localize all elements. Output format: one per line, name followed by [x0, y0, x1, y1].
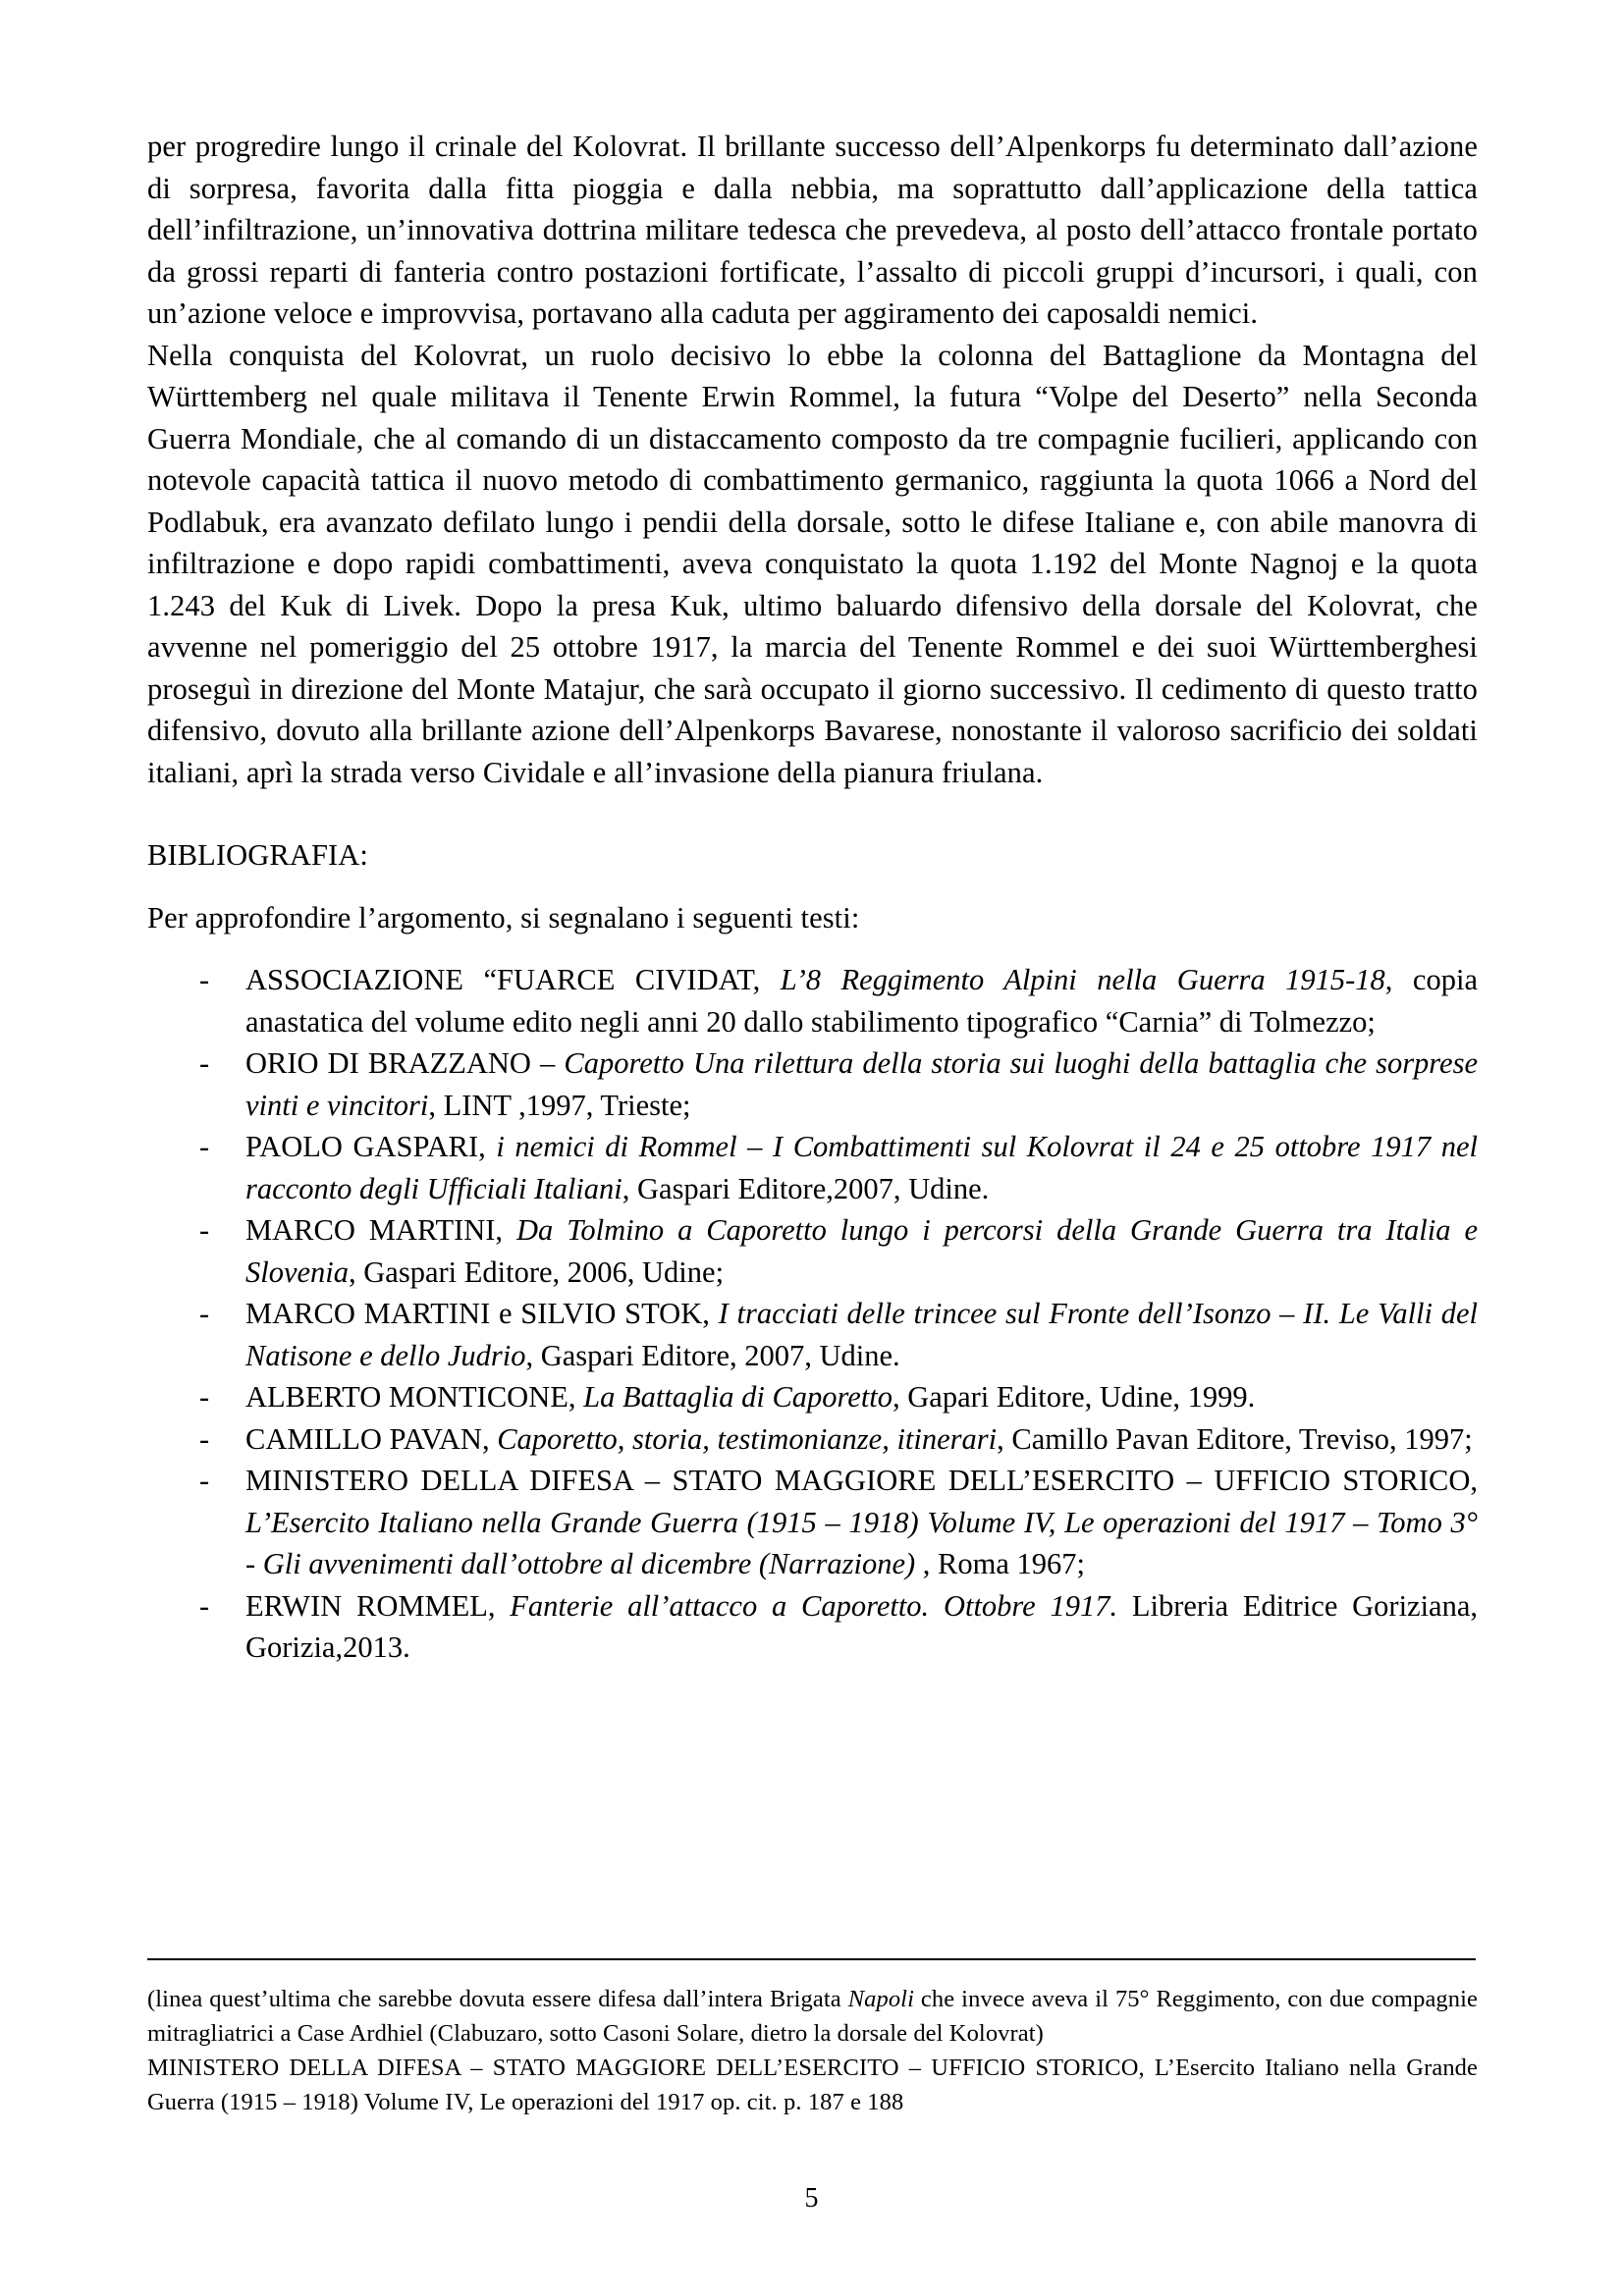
- bibliography-item: [147, 1209, 1478, 1293]
- bibliography-item: [147, 959, 1478, 1042]
- text-run: PAOLO GASPARI,: [245, 1130, 497, 1163]
- italic-run: Napoli: [847, 1986, 914, 2012]
- text-run: , Roma 1967;: [915, 1547, 1085, 1580]
- italic-run: La Battaglia di Caporetto: [583, 1380, 893, 1414]
- text-run: , Gaspari Editore,2007, Udine.: [622, 1171, 990, 1205]
- text-run: , copia anastatica del volume edito negli anni 20 dallo stabilimento tipografico “Carnia” di Tolmezzo;: [245, 963, 1478, 1039]
- text-run: MARCO MARTINI e SILVIO STOK,: [245, 1297, 719, 1330]
- bibliography-item: [147, 1293, 1478, 1376]
- text-run: , Gapari Editore, Udine, 1999.: [893, 1380, 1256, 1414]
- text-run: ALBERTO MONTICONE,: [245, 1380, 584, 1414]
- list-bullet-dash: -: [199, 1421, 210, 1456]
- spacer: [147, 877, 1478, 897]
- list-bullet-dash: -: [199, 1046, 210, 1080]
- bibliography-item: [147, 1418, 1478, 1461]
- text-run: che invece aveva il 75° Reggimento, con due compagnie mitragliatrici a Case Ardhiel (Clabuzaro, sotto Casoni Solare, dietro la dorsale del Kolovrat): [147, 1986, 1478, 2047]
- italic-run: Fanterie all’attacco a Caporetto. Ottobre 1917.: [510, 1588, 1118, 1623]
- text-run: , LINT ,1997, Trieste;: [428, 1088, 691, 1122]
- text-run: ERWIN ROMMEL,: [245, 1588, 511, 1623]
- text-run: MINISTERO DELLA DIFESA – STATO MAGGIORE DELL’ESERCITO – UFFICIO STORICO, L’Esercito Italiano nella Grande Guerra (1915 – 1918) Volume IV, Le operazioni del 1917 op. cit. p. 187 e 188: [147, 2055, 1478, 2115]
- bibliography-item: [147, 1126, 1478, 1209]
- paragraph-2: Nella conquista del Kolovrat, un ruolo decisivo lo ebbe la colonna del Battaglione da Montagna del Württemberg nel quale militava il Tenente Erwin Rommel, la futura “Volpe del Deserto” nella Seconda Guerra Mondiale, che al comando di un distaccamento composto da tre compagnie fucilieri, applicando con notevole capacità tattica il nuovo metodo di combattimento germanico, raggiunta la quota 1066 a Nord del Podlabuk, era avanzato defilato lungo i pendii della dorsale, sotto le difese Italiane e, con abile manovra di infiltrazione e dopo rapidi combattimenti, aveva conquistato la quota 1.192 del Monte Nagnoj e la quota 1.243 del Kuk di Livek. Dopo la presa Kuk, ultimo baluardo difensivo della dorsale del Kolovrat, che avvenne nel pomeriggio del 25 ottobre 1917, la marcia del Tenente Rommel e dei suoi Württemberghesi proseguì in direzione del Monte Matajur, che sarà occupato il giorno successivo. Il cedimento di questo tratto difensivo, dovuto alla brillante azione dell’Alpenkorps Bavarese, nonostante il valoroso sacrificio dei soldati italiani, aprì la strada verso Cividale e all’invasione della pianura friulana.: [147, 338, 1478, 789]
- footnote-block: [147, 1958, 1478, 2119]
- footnote-paragraph: [147, 2051, 1478, 2119]
- list-bullet-dash: -: [199, 1380, 210, 1414]
- text-run: Libreria Editrice Goriziana, Gorizia,2013.: [245, 1588, 1479, 1664]
- spacer: [147, 793, 1478, 834]
- text-run: ORIO DI BRAZZANO –: [245, 1046, 565, 1080]
- list-bullet-dash: -: [199, 963, 210, 996]
- italic-run: I tracciati delle trincee sul Fronte dell’Isonzo – II. Le Valli del Natisone e dello Judrio: [245, 1297, 1478, 1372]
- footnote-paragraph: [147, 1982, 1478, 2051]
- list-bullet-dash: -: [199, 1130, 210, 1163]
- list-bullet-dash: -: [199, 1588, 210, 1623]
- list-bullet-dash: -: [199, 1213, 210, 1247]
- italic-run: Da Tolmino a Caporetto lungo i percorsi della Grande Guerra tra Italia e Slovenia: [245, 1213, 1478, 1289]
- bibliography-intro: Per approfondire l’argomento, si segnalano i seguenti testi:: [147, 900, 860, 934]
- text-run: (linea quest’ultima che sarebbe dovuta essere difesa dall’intera Brigata: [147, 1986, 848, 2012]
- footnote-text: [147, 1982, 1478, 2119]
- bibliography-item: [147, 1376, 1478, 1418]
- bibliography-list: [147, 959, 1478, 1669]
- text-run: , Camillo Pavan Editore, Treviso, 1997;: [997, 1421, 1473, 1456]
- bibliography-item: [147, 1042, 1478, 1126]
- italic-run: L’8 Reggimento Alpini nella Guerra 1915-18: [780, 963, 1385, 996]
- page-body: [147, 126, 1478, 1669]
- text-run: , Gaspari Editore, 2007, Udine.: [525, 1338, 900, 1372]
- text-run: , Gaspari Editore, 2006, Udine;: [349, 1255, 725, 1289]
- paragraph-1: per progredire lungo il crinale del Kolovrat. Il brillante successo dell’Alpenkorps fu determinato dall’azione di sorpresa, favorita dalla fitta pioggia e dalla nebbia, ma soprattutto dall’applicazione della tattica dell’infiltrazione, un’innovativa dottrina militare tedesca che prevedeva, al posto dell’attacco frontale portato da grossi reparti di fanteria contro postazioni fortificate, l’assalto di piccoli gruppi d’incursori, i quali, con un’azione veloce e improvvisa, portavano alla caduta per aggiramento dei caposaldi nemici.: [147, 130, 1478, 330]
- spacer: [147, 938, 1478, 959]
- italic-run: Caporetto, storia, testimonianze, itinerari: [497, 1421, 998, 1456]
- bibliography-item: [147, 1585, 1478, 1669]
- list-bullet-dash: -: [199, 1464, 210, 1497]
- bibliography-item: [147, 1460, 1478, 1585]
- italic-run: i nemici di Rommel – I Combattimenti sul Kolovrat il 24 e 25 ottobre 1917 nel racconto degli Ufficiali Italiani: [245, 1130, 1478, 1205]
- list-bullet-dash: -: [199, 1297, 210, 1330]
- italic-run: L’Esercito Italiano nella Grande Guerra (1915 – 1918) Volume IV, Le operazioni del 1917 – Tomo 3° - Gli avvenimenti dall’ottobre al dicembre (Narrazione): [245, 1505, 1478, 1580]
- italic-run: Caporetto Una rilettura della storia sui luoghi della battaglia che sorprese vinti e vincitori: [245, 1046, 1478, 1122]
- page-number: 5: [804, 2183, 819, 2214]
- bibliography-heading: BIBLIOGRAFIA:: [147, 838, 368, 872]
- text-run: ASSOCIAZIONE “FUARCE CIVIDAT,: [245, 963, 781, 996]
- footnote-separator-rule: [147, 1958, 1476, 1960]
- text-run: MARCO MARTINI,: [245, 1213, 517, 1247]
- text-run: CAMILLO PAVAN,: [245, 1421, 498, 1456]
- text-run: MINISTERO DELLA DIFESA – STATO MAGGIORE DELL’ESERCITO – UFFICIO STORICO,: [245, 1464, 1478, 1497]
